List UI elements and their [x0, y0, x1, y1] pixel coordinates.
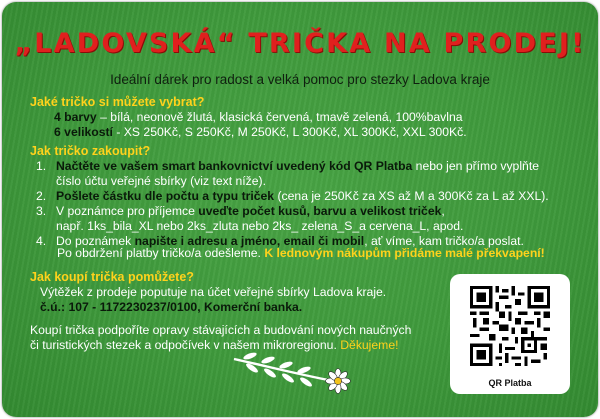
step-text-line2: číslo účtu veřejné sbírky (viz text níže).	[56, 174, 266, 188]
step-bold-text: Načtěte ve vašem smart bankovnictví uvedený kód QR Platba	[56, 159, 413, 173]
step-bold-text: uveďte počet kusů, barvu a velikost triček	[198, 204, 442, 218]
list-item	[36, 159, 549, 189]
section-heading-purchase: Jak tričko zakoupit?	[30, 144, 151, 158]
after-payment-text: Po obdržení platby tričko/a odešleme.	[57, 246, 265, 260]
after-payment-line	[57, 246, 545, 261]
step-text: , ať víme, kam tričko/a poslat.	[364, 234, 524, 248]
section-heading-choice: Jaké tričko si můžete vybrat?	[30, 95, 205, 109]
step-text-pre: V poznámce pro příjemce	[56, 204, 199, 218]
step-number: 2.	[36, 189, 47, 203]
step-number: 4.	[36, 234, 47, 248]
colors-line	[54, 110, 463, 125]
sizes-text: - XS 250Kč, S 250Kč, M 250Kč, L 300Kč, XL 300Kč, XXL 300Kč.	[112, 125, 467, 139]
closing-text: či turistických stezek a odpočívek v našem mikroregionu.	[30, 338, 341, 352]
proceeds-text: Výtěžek z prodeje poputuje na účet veřejné sbírky Ladova kraje.	[40, 285, 387, 299]
page-title: „LADOVSKÁ“ TRIČKA NA PRODEJ!	[14, 28, 586, 59]
step-number: 1.	[36, 159, 47, 173]
qr-label: QR Platba	[488, 378, 532, 388]
qr-payment-box	[450, 274, 570, 394]
step-bold-text: napište i adresu a jméno, email či mobil	[134, 234, 365, 248]
colors-text: – bílá, neonově žlutá, klasická červená, tmavě zelená, 100%bavlna	[96, 110, 463, 124]
step-bold-text: Pošlete částku dle počtu a typu triček	[56, 189, 275, 203]
colors-label: 4 barvy	[54, 110, 97, 124]
qr-code-icon	[470, 286, 550, 366]
subtitle: Ideální dárek pro radost a velká pomoc pro stezky Ladova kraje	[110, 72, 490, 87]
step-text: ,	[441, 204, 445, 218]
leaf-sprig-icon	[230, 347, 360, 397]
sizes-label: 6 velikostí	[54, 125, 113, 139]
thanks-text: Děkujeme!	[340, 338, 399, 352]
surprise-highlight: K lednovým nákupům přidáme malé překvapení!	[264, 246, 545, 260]
closing-line1: Koupí trička podpoříte opravy stávajících a budování nových naučných	[30, 323, 412, 337]
list-item	[36, 204, 549, 234]
flyer-card	[2, 2, 598, 417]
step-number: 3.	[36, 204, 47, 218]
bank-account: č.ú.: 107 - 1172230237/0100, Komerční banka.	[40, 300, 303, 314]
sizes-line	[54, 125, 467, 140]
step-text: (cena je 250Kč za XS až M a 300Kč za L až XXL).	[274, 189, 549, 203]
list-item	[36, 189, 549, 204]
section-heading-help: Jak koupí trička pomůžete?	[30, 270, 194, 284]
purchase-steps-list	[36, 159, 549, 249]
step-text: nebo jen přímo vyplňte	[412, 159, 539, 173]
step-text-line2: např. 1ks_bila_XL nebo 2ks_zluta nebo 2ks_ zelena_S_a cervena_L, apod.	[56, 219, 464, 233]
step-text-pre: Do poznámek	[56, 234, 135, 248]
